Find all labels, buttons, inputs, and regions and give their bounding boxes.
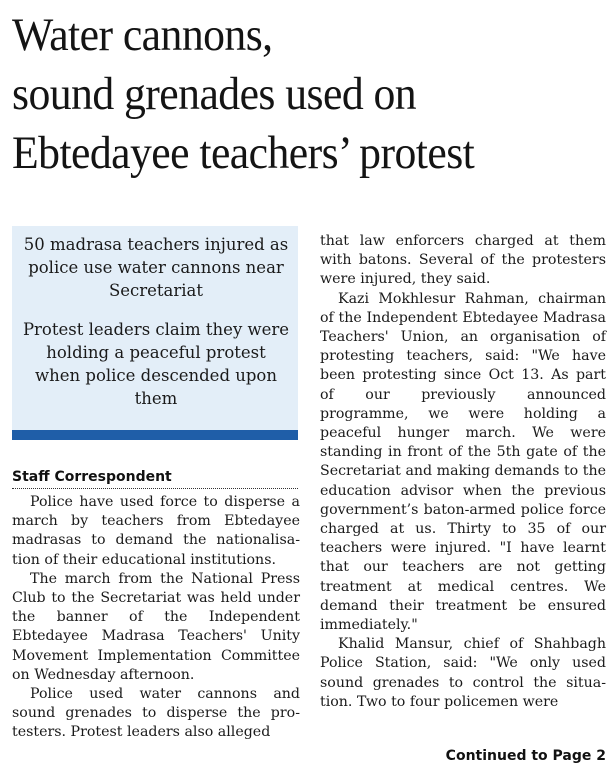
paragraph: Police have used force to disperse a march by teachers from Ebtedayee madrasas to demand the nationalisation of their educational institutions. (12, 494, 300, 568)
headline-line-2: sound grenades used on (12, 68, 417, 120)
headline-line-3: Ebtedayee teachers’ protest (12, 127, 475, 179)
headline-line-1: Water cannons, (12, 9, 273, 61)
headline (12, 6, 566, 183)
byline: Staff Correspondent (12, 469, 172, 485)
accent-bar (12, 430, 298, 440)
byline-divider (12, 488, 298, 489)
paragraph: Kazi Mokhlesur Rahman, chairman of the Independent Ebtedayee Madrasa Teachers' Union, an organisation of protesting teachers, said: "We have been protesting since Oct 13. As part of our previously announced programme, we were holding a peaceful hunger march. We were standing in front of the 5th gate of the Secretariat and making demands to the education advisor when the previous government’s baton-armed police force charged at us. Thirty to 35 of our teachers were injured. "I have learnt that our teachers are not getting treatment at medical centres. We demand their treatment be ensured immediately." (320, 290, 606, 634)
paragraph: Khalid Mansur, chief of Shahbagh Police Station, said: "We only used sound grenades to control the situation. Two to four policemen were (320, 636, 606, 710)
article-column-1 (12, 493, 300, 743)
continued-link[interactable]: Continued to Page 2 (445, 748, 606, 764)
paragraph: Police used water cannons and sound grenades to disperse the protesters. Protest leaders also alleged (12, 686, 300, 741)
article-column-2 (320, 232, 606, 712)
paragraph: that law enforcers charged at them with batons. Several of the protesters were injured, they said. (320, 233, 606, 288)
paragraph: The march from the National Press Club to the Secretariat was held under the banner of the Independent Ebtedayee Madrasa Teachers' Unity Movement Implementation Committee on Wednesday afternoon. (12, 570, 300, 683)
deck-item-1: 50 madrasa teachers injured as police use water cannons near Secretariat (23, 235, 289, 300)
deck-item-2: Protest leaders claim they were holding a peaceful protest when police descended upon them (22, 320, 290, 408)
